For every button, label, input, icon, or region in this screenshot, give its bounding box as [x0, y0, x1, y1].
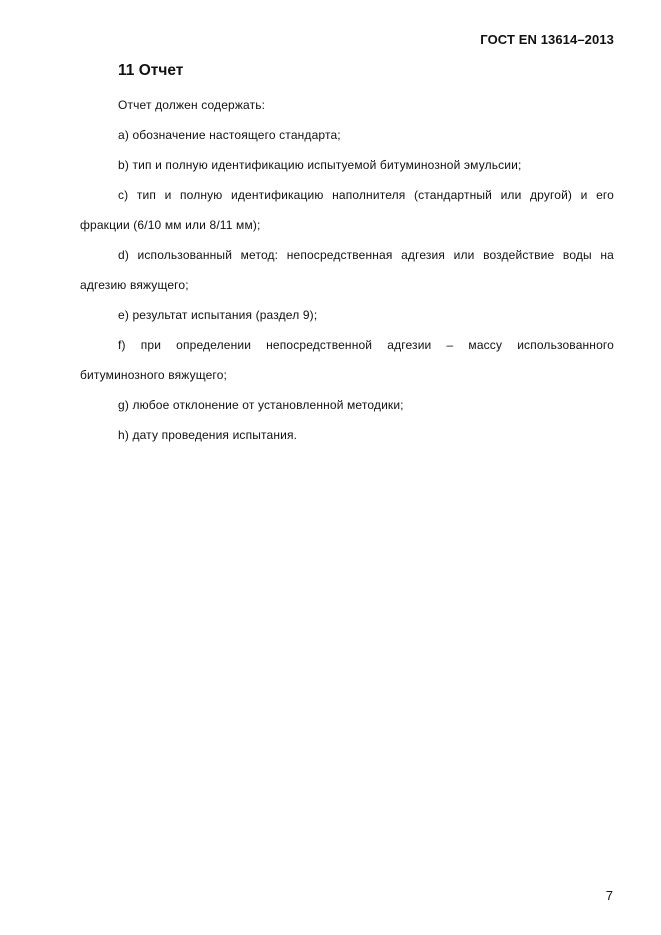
report-item-f: f) при определении непосредственной адгезии – массу использованного битуминозного вяжущего; [80, 338, 614, 382]
section-body [80, 90, 614, 450]
report-item-a: a) обозначение настоящего стандарта; [118, 128, 341, 142]
report-item-h: h) дату проведения испытания. [118, 428, 298, 442]
report-intro-paragraph: Отчет должен содержать: [118, 98, 266, 112]
report-item-b: b) тип и полную идентификацию испытуемой битуминозной эмульсии; [118, 158, 522, 172]
report-item-e: e) результат испытания (раздел 9); [118, 308, 318, 322]
section-title: 11 Отчет [118, 62, 184, 79]
document-header-standard-code: ГОСТ EN 13614–2013 [480, 32, 614, 47]
page-number: 7 [605, 888, 613, 903]
report-item-d: d) использованный метод: непосредственная адгезия или воздействие воды на адгезию вяжущего; [80, 248, 614, 292]
report-item-c: c) тип и полную идентификацию наполнителя (стандартный или другой) и его фракции (6/10 мм или 8/11 мм); [80, 188, 614, 232]
report-item-g: g) любое отклонение от установленной методики; [118, 398, 404, 412]
